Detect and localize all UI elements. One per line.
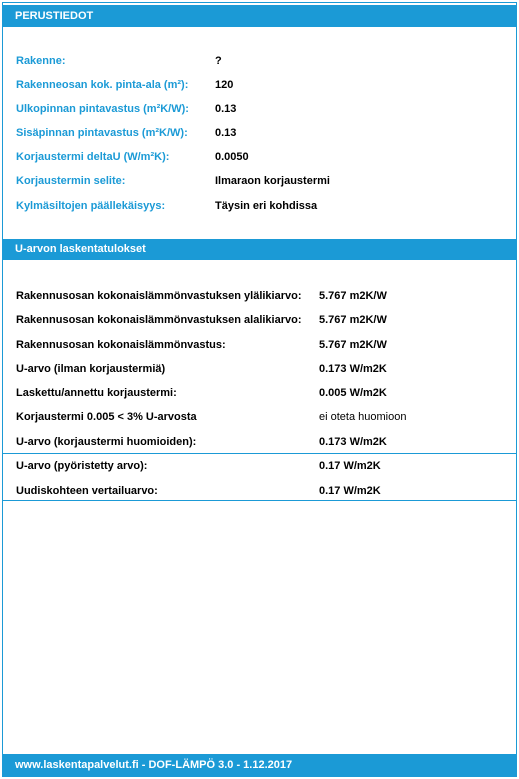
basics-value-outer-resistance: 0.13 [215, 103, 237, 115]
results-value-u-value-corrected: 0.173 W/m2K [319, 436, 387, 448]
results-label-reference-value: Uudiskohteen vertailuarvo: [16, 485, 158, 497]
results-label-upper-limit: Rakennusosan kokonaislämmönvastuksen ylälikiarvo: [16, 290, 302, 302]
results-label-correction-check: Korjaustermi 0.005 < 3% U-arvosta [16, 411, 197, 423]
results-value-lower-limit: 5.767 m2K/W [319, 314, 387, 326]
basics-value-inner-resistance: 0.13 [215, 127, 237, 139]
basics-value-thermal-bridges: Täysin eri kohdissa [215, 200, 318, 212]
basics-label-thermal-bridges: Kylmäsiltojen päällekäisyys: [16, 200, 166, 212]
basics-value-correction-description: Ilmaraon korjaustermi [215, 175, 330, 187]
section-header-results: U-arvon laskentatulokset [3, 239, 516, 260]
results-value-reference-value: 0.17 W/m2K [319, 485, 381, 497]
results-value-upper-limit: 5.767 m2K/W [319, 290, 387, 302]
results-label-u-value-rounded: U-arvo (pyöristetty arvo): [16, 460, 148, 472]
results-value-u-value-raw: 0.173 W/m2K [319, 363, 387, 375]
results-label-correction: Laskettu/annettu korjaustermi: [16, 387, 177, 399]
basics-label-inner-resistance: Sisäpinnan pintavastus (m²K/W): [16, 127, 188, 139]
report-page [2, 2, 517, 777]
section-header-basics: PERUSTIEDOT [3, 5, 516, 27]
divider-line [3, 453, 516, 454]
basics-label-correction-description: Korjaustermin selite: [16, 175, 126, 187]
basics-label-correction-term: Korjaustermi deltaU (W/m²K): [16, 151, 170, 163]
divider-line [3, 500, 516, 501]
results-value-u-value-rounded: 0.17 W/m2K [319, 460, 381, 472]
basics-label-outer-resistance: Ulkopinnan pintavastus (m²K/W): [16, 103, 189, 115]
results-value-correction: 0.005 W/m2K [319, 387, 387, 399]
basics-label-area: Rakenneosan kok. pinta-ala (m²): [16, 79, 189, 91]
basics-value-structure: ? [215, 55, 222, 67]
basics-label-structure: Rakenne: [16, 55, 66, 67]
results-label-lower-limit: Rakennusosan kokonaislämmönvastuksen alalikiarvo: [16, 314, 302, 326]
footer-bar: www.laskentapalvelut.fi - DOF-LÄMPÖ 3.0 - 1.12.2017 [3, 754, 516, 776]
results-label-total-resistance: Rakennusosan kokonaislämmönvastus: [16, 339, 226, 351]
basics-value-correction-term: 0.0050 [215, 151, 249, 163]
basics-value-area: 120 [215, 79, 234, 91]
results-value-correction-check: ei oteta huomioon [319, 411, 407, 423]
results-label-u-value-corrected: U-arvo (korjaustermi huomioiden): [16, 436, 197, 448]
results-label-u-value-raw: U-arvo (ilman korjaustermiä) [16, 363, 166, 375]
results-value-total-resistance: 5.767 m2K/W [319, 339, 387, 351]
